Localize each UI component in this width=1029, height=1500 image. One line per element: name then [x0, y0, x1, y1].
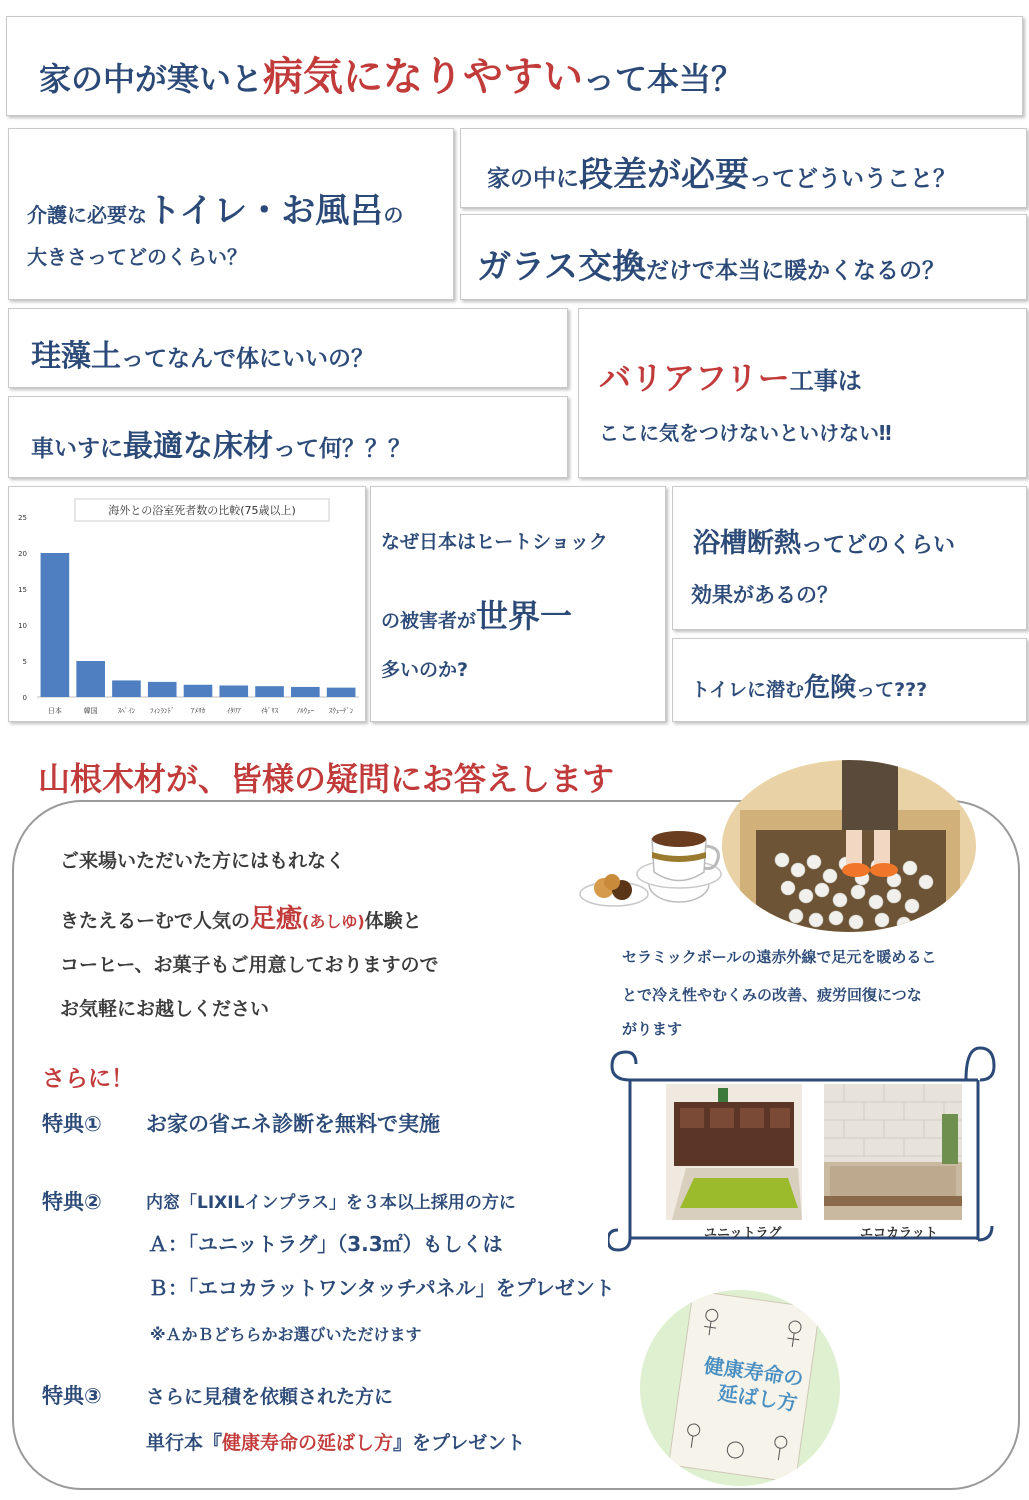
chart-x-tick-label: 日本	[47, 707, 62, 715]
question-heatshock-line3: 多いのか?	[381, 659, 469, 681]
chart-bar	[112, 680, 141, 697]
benefit1-text: お家の省エネ診断を無料で実施	[146, 1112, 440, 1136]
book-cover-image	[640, 1290, 840, 1486]
question-barrier-line2: ここに気をつけないといけない‼	[599, 421, 892, 445]
question-danger-box	[672, 638, 1027, 722]
question-danger-text: トイレに潜む危険って???	[691, 673, 928, 703]
chart-box	[8, 486, 366, 722]
chart-y-tick-label: 25	[18, 514, 27, 522]
chart-y-tick-label: 5	[22, 658, 27, 666]
chart-bar	[41, 553, 70, 697]
chart-x-tick-label: ｽﾍﾟｲﾝ	[117, 707, 136, 715]
chart-x-tick-label: ｲｷﾞﾘｽ	[260, 707, 279, 715]
benefit2-text: 内窓「LIXILインプラス」を３本以上採用の方に	[146, 1193, 516, 1213]
question-floor-text: 車いすに最適な床材って何？？？	[31, 429, 411, 464]
coffee-and-cookies-illustration	[572, 814, 722, 914]
ecocarat-photo	[824, 1084, 962, 1220]
chart-y-tick-label: 20	[18, 550, 27, 558]
header-suffix: って本当？	[583, 60, 744, 98]
section-title: 山根木材が、皆様の疑問にお答えします	[38, 760, 615, 798]
question-toilet-line2: 大きさってどのくらい？	[27, 245, 247, 269]
benefit3-line2: 単行本『健康寿命の延ばし方』をプレゼント	[146, 1432, 526, 1454]
question-heatshock-line1: なぜ日本はヒートショック	[381, 531, 608, 553]
book-title-line2: 延ばし方	[716, 1380, 800, 1416]
header-highlight: 病気になりやすい	[263, 54, 584, 100]
photo-caption-line3: がります	[622, 1020, 683, 1038]
chart-x-tick-label: ｽｳｪｰﾃﾞﾝ	[328, 707, 354, 715]
question-heatshock-box	[370, 486, 666, 722]
header-box	[6, 16, 1023, 116]
header-title	[39, 45, 743, 102]
benefit1-label: 特典①	[42, 1112, 102, 1136]
question-floor-box	[8, 396, 568, 478]
benefit2-option-a: Ａ：「ユニットラグ」（3.3㎡）もしくは	[148, 1232, 503, 1256]
chart-bar	[184, 685, 213, 697]
chart-x-tick-label: ﾉﾙｳｪｰ	[296, 707, 315, 715]
unit-rug-caption: ユニットラグ	[704, 1226, 782, 1241]
question-glass-box	[460, 214, 1027, 300]
chart-x-tick-label: ｱﾒﾘｶ	[191, 707, 205, 715]
benefit3-label: 特典③	[42, 1384, 102, 1408]
benefit2-option-b: Ｂ：「エコカラットワンタッチパネル」をプレゼント	[148, 1276, 615, 1300]
question-barrier-line1: バリアフリー工事は	[599, 359, 862, 397]
ecocarat-caption: エコカラット	[860, 1226, 938, 1241]
question-bath-box	[672, 486, 1027, 630]
chart-bar	[148, 682, 177, 697]
question-step-text: 家の中に段差が必要ってどういうこと？	[487, 155, 956, 195]
intro-line4: お気軽にお越しください	[60, 998, 270, 1020]
chart-title: 海外との浴室死者数の比較(75歳以上)	[108, 504, 296, 517]
question-toilet-line1: 介護に必要なトイレ・お風呂の	[27, 191, 404, 231]
question-toilet-box	[8, 128, 454, 300]
foot-bath-photo	[722, 760, 976, 932]
chart-x-tick-label: ｲﾀﾘｱ	[226, 707, 241, 715]
chart-bar	[255, 686, 284, 697]
photo-caption-line2: とで冷え性やむくみの改善、疲労回復につな	[622, 986, 922, 1004]
photo-caption-line1: セラミックボールの遠赤外線で足元を暖めるこ	[622, 948, 937, 966]
chart-y-tick-label: 10	[18, 622, 27, 630]
chart-bar	[291, 687, 320, 697]
book-title-line1: 健康寿命の	[702, 1353, 805, 1391]
chart-bar	[76, 661, 105, 697]
sarani-label: さらに！	[42, 1066, 134, 1092]
question-bath-line1: 浴槽断熱ってどのくらい	[693, 528, 956, 559]
question-glass-text: ガラス交換だけで本当に暖かくなるの？	[477, 247, 945, 287]
chart-bar	[327, 688, 356, 697]
chart-x-tick-label: 韓国	[83, 707, 98, 715]
bar-chart	[9, 487, 366, 722]
unit-rug-photo	[666, 1084, 802, 1220]
header-prefix: 家の中が寒いと	[39, 60, 264, 98]
intro-line1: ご来場いただいた方にはもれなく	[60, 850, 346, 872]
intro-line2: きたえるーむで人気の足癒(あしゆ)体験と	[60, 904, 422, 934]
benefit3-text: さらに見積を依頼された方に	[146, 1386, 394, 1408]
chart-y-tick-label: 15	[18, 586, 27, 594]
question-soil-box	[8, 308, 568, 388]
intro-line3: コーヒー、お菓子もご用意しておりますので	[60, 954, 439, 976]
chart-bar	[219, 685, 248, 697]
question-bath-line2: 効果があるの？	[691, 583, 838, 607]
question-step-box	[460, 128, 1027, 208]
question-heatshock-line2: の被害者が世界一	[381, 597, 573, 635]
question-soil-text: 珪藻土ってなんで体にいいの？	[31, 339, 374, 374]
benefit2-note: ※ＡかＢどちらかお選びいただけます	[150, 1325, 422, 1344]
question-barrier-box	[578, 308, 1027, 478]
chart-x-tick-label: ﾌｨﾝﾗﾝﾄﾞ	[149, 707, 175, 715]
chart-y-tick-label: 0	[22, 694, 27, 702]
benefit2-label: 特典②	[42, 1190, 102, 1214]
